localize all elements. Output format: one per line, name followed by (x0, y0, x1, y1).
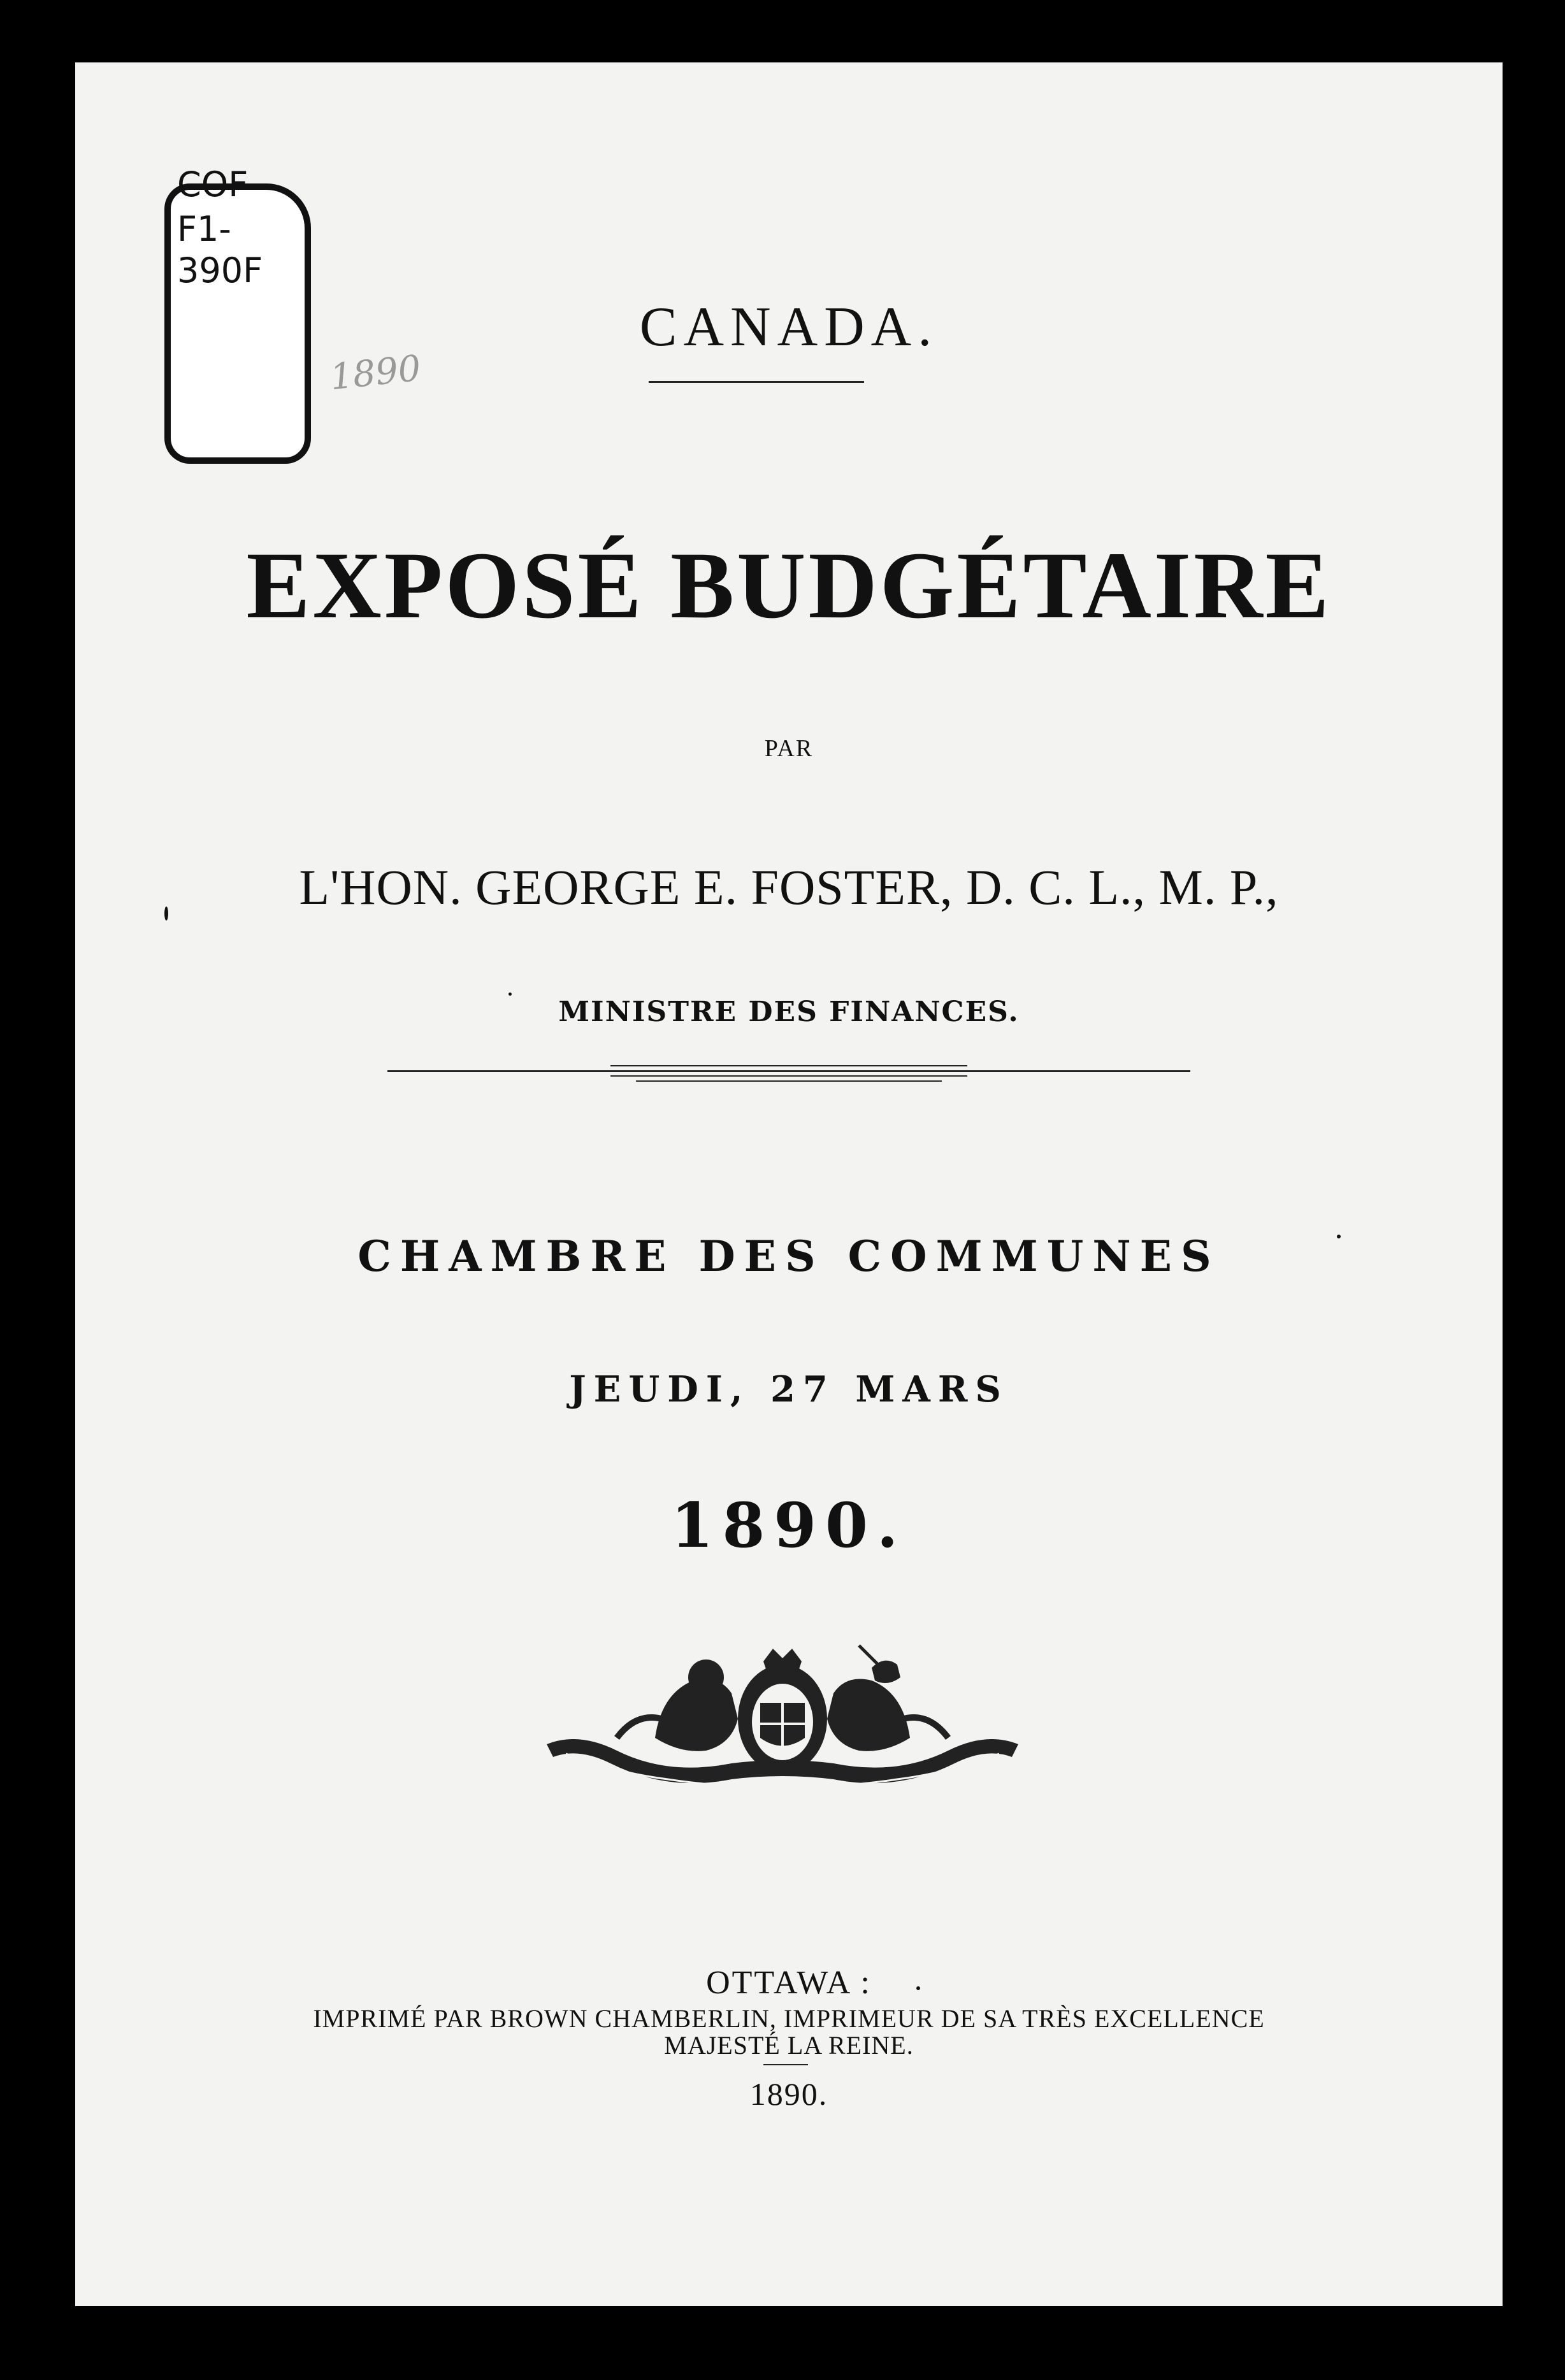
call-number-line-3: 390F (177, 250, 263, 290)
imprint-printer (75, 2005, 1503, 2059)
short-divider (649, 381, 864, 383)
session-date: JEUDI, 27 MARS (569, 1368, 1009, 1410)
country-heading: CANADA. (639, 296, 939, 358)
royal-coat-of-arms-emblem (540, 1642, 1025, 1821)
call-number-line-1: COF (177, 164, 249, 204)
author-name: L'HON. GEORGE E. FOSTER, D. C. L., M. P., (299, 859, 1279, 915)
imprint-year: 1890. (749, 2076, 828, 2112)
document-title: EXPOSÉ BUDGÉTAIRE (246, 533, 1332, 638)
handwritten-year-note: 1890 (328, 347, 423, 399)
author-role: MINISTRE DES FINANCES. (558, 996, 1020, 1028)
imprint-printer-line-1: IMPRIMÉ PAR BROWN CHAMBERLIN, IMPRIMEUR DE SA TRÈS EXCELLENCE (313, 2004, 1265, 2033)
imprint-divider (763, 2064, 808, 2065)
call-number-line-2: F1- (177, 209, 231, 249)
imprint-printer-line-2: MAJESTÉ LA REINE. (664, 2031, 914, 2060)
title-page (75, 62, 1503, 2306)
imprint-place: OTTAWA : (706, 1965, 872, 2001)
session-year: 1890. (670, 1489, 907, 1561)
chamber-heading: CHAMBRE DES COMMUNES (357, 1231, 1220, 1281)
by-label: PAR (764, 735, 814, 762)
